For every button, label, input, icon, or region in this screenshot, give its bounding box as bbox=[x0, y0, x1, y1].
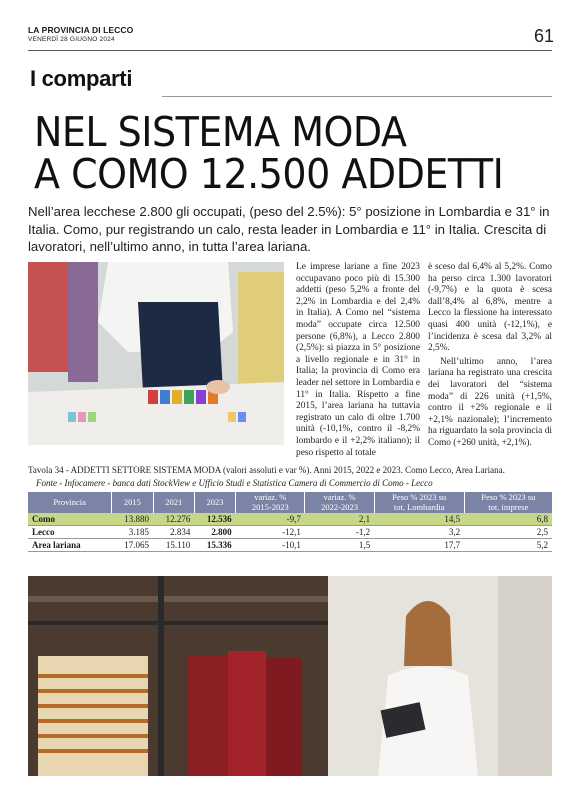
article-paragraph: è sceso dal 6,4% al 5,2%. Como ha perso circa 1.300 lavoratori (-9,7%) e la quota è scesa dall’8,4% al 6,8%, mentre a Lecco la flessione ha interessato quasi 400 unità (-12,1%), e l’incidenza è scesa dal 3,2% al 2,5%. bbox=[428, 262, 552, 354]
issue-date: VENERDÌ 28 GIUGNO 2024 bbox=[28, 36, 115, 43]
boutique-photo-illustration bbox=[28, 576, 552, 776]
table-cell: 12.276 bbox=[153, 513, 194, 526]
column-header: Provincia bbox=[28, 492, 112, 513]
table-cell: Lecco bbox=[28, 526, 112, 539]
table-cell: -10,1 bbox=[236, 539, 305, 552]
column-header: variaz. % 2022-2023 bbox=[305, 492, 374, 513]
page-number: 61 bbox=[534, 26, 555, 46]
table-cell: Area lariana bbox=[28, 539, 112, 552]
table-row bbox=[28, 539, 552, 552]
header-rule bbox=[28, 50, 552, 51]
table-cell: -12,1 bbox=[236, 526, 305, 539]
table-cell: 17,7 bbox=[374, 539, 464, 552]
table-cell: 2,1 bbox=[305, 513, 374, 526]
designer-photo-illustration bbox=[28, 262, 284, 445]
table-cell: 15.336 bbox=[194, 539, 235, 552]
table-caption: Tavola 34 - ADDETTI SETTORE SISTEMA MODA (valori assoluti e var %). Anni 2015, 2022 e 2023. Como Lecco, Area Lariana. bbox=[28, 465, 505, 475]
table-header-row bbox=[28, 492, 552, 513]
boutique-photo bbox=[28, 576, 552, 776]
article-column-2 bbox=[428, 262, 552, 450]
table-cell: 1,5 bbox=[305, 539, 374, 552]
column-header: variaz. % 2015-2023 bbox=[236, 492, 305, 513]
table-cell: 6,8 bbox=[464, 513, 552, 526]
table-row bbox=[28, 513, 552, 526]
article-paragraph: Le imprese lariane a fine 2023 occupavano poco più di 15.300 addetti (peso 5,2% a fronte del 2,2% in Lombardia e del 2,4% in Italia). A Como nel “sistema moda” occupate circa 12.500 persone (6,8%), a Lecco 2.800 (2,5%): si piazza in 5° posizione a livello regionale e in 31° in Italia; la provincia di Como era leader nel settore in Lombardia e 11° in Italia. Rispetto a fine 2015, l’area lariana ha tuttavia registrato un calo di oltre 1.700 unità (-10,1%, contro il -8,2% lombardo e il +2,2% italiano); il peso rispetto al totale bbox=[296, 262, 420, 458]
headline-line-1: NEL SISTEMA MODA bbox=[34, 108, 407, 156]
table-cell: 3,2 bbox=[374, 526, 464, 539]
table-cell: 12.536 bbox=[194, 513, 235, 526]
column-header: 2015 bbox=[112, 492, 153, 513]
column-header: Peso % 2023 su tot. Lombardia bbox=[374, 492, 464, 513]
table-cell: -9,7 bbox=[236, 513, 305, 526]
table-cell: 2.800 bbox=[194, 526, 235, 539]
newspaper-name: LA PROVINCIA DI LECCO bbox=[28, 25, 134, 35]
designer-photo bbox=[28, 262, 284, 445]
table-cell: 2.834 bbox=[153, 526, 194, 539]
table-row bbox=[28, 526, 552, 539]
table-cell: Como bbox=[28, 513, 112, 526]
table-cell: 3.185 bbox=[112, 526, 153, 539]
table-source: Fonte - Infocamere - banca dati StockView e Ufficio Studi e Statistica Camera di Commercio di Como - Lecco bbox=[36, 478, 433, 488]
article-column-1 bbox=[296, 262, 420, 459]
article-paragraph: Nell’ultimo anno, l’area lariana ha registrato una crescita dei lavoratori del “sistema moda” di 226 unità (+1,5%, contro il +2% regionale e il +2,1% nazionale); l’incremento ha riguardato la sola provincia di Como (+260 unità, +2,1%). bbox=[428, 356, 552, 448]
table-cell: 2,5 bbox=[464, 526, 552, 539]
column-header: 2023 bbox=[194, 492, 235, 513]
subheadline: Nell’area lecchese 2.800 gli occupati, (peso del 2.5%): 5° posizione in Lombardia e 31° in Italia. Como, pur registrando un calo, resta leader in Lombardia e 11° in Italia. Crescita di lavoratori, nell’ultimo anno, in tutta l’area lariana. bbox=[28, 204, 550, 254]
column-header: Peso % 2023 su tot. imprese bbox=[464, 492, 552, 513]
table-cell: 5,2 bbox=[464, 539, 552, 552]
table-cell: -1,2 bbox=[305, 526, 374, 539]
table-cell: 15.110 bbox=[153, 539, 194, 552]
table-cell: 13.880 bbox=[112, 513, 153, 526]
headline-line-2: A COMO 12.500 ADDETTI bbox=[34, 150, 504, 198]
section-title: I comparti bbox=[30, 66, 133, 91]
data-table bbox=[28, 492, 552, 552]
table-cell: 14,5 bbox=[374, 513, 464, 526]
table-cell: 17.065 bbox=[112, 539, 153, 552]
column-header: 2021 bbox=[153, 492, 194, 513]
section-rule bbox=[162, 96, 552, 97]
